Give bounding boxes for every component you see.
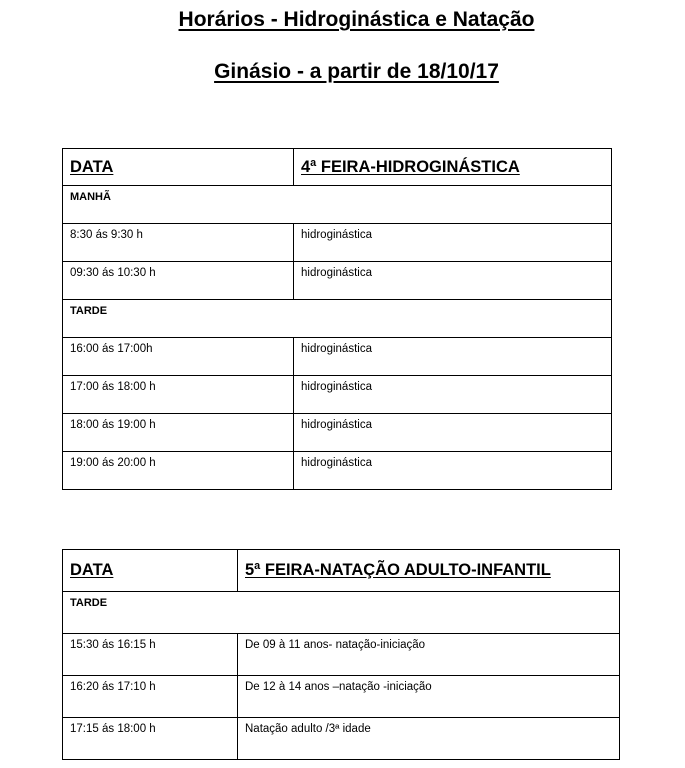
document-subtitle: Ginásio - a partir de 18/10/17 xyxy=(214,60,499,83)
time-text: 15:30 ás 16:15 h xyxy=(70,639,156,651)
activity-text: hidroginástica xyxy=(301,267,372,279)
schedule-table-hidroginastica xyxy=(62,148,612,490)
time-cell xyxy=(63,676,238,718)
time-cell xyxy=(63,414,294,452)
activity-cell xyxy=(294,414,612,452)
table-row xyxy=(63,224,612,262)
activity-cell xyxy=(294,452,612,490)
time-text: 19:00 ás 20:00 h xyxy=(70,457,156,469)
activity-cell xyxy=(238,634,620,676)
column-header-day: 4ª FEIRA-HIDROGINÁSTICA xyxy=(294,149,612,186)
activity-text: Natação adulto /3ª idade xyxy=(245,723,371,735)
table-row xyxy=(63,262,612,300)
table-row xyxy=(63,634,620,676)
column-header-data: DATA xyxy=(63,550,238,592)
activity-text: hidroginástica xyxy=(301,343,372,355)
activity-cell xyxy=(294,338,612,376)
time-text: 16:00 ás 17:00h xyxy=(70,343,153,355)
activity-text: hidroginástica xyxy=(301,381,372,393)
activity-text: hidroginástica xyxy=(301,457,372,469)
time-text: 16:20 ás 17:10 h xyxy=(70,681,156,693)
time-cell xyxy=(63,634,238,676)
section-label-manha xyxy=(63,186,612,224)
time-text: 8:30 ás 9:30 h xyxy=(70,229,143,241)
activity-cell xyxy=(294,224,612,262)
section-label-text: TARDE xyxy=(70,305,108,317)
time-cell xyxy=(63,224,294,262)
document-title: Horários - Hidroginástica e Natação xyxy=(178,8,535,31)
activity-cell xyxy=(238,718,620,760)
column-header-data: DATA xyxy=(63,149,294,186)
time-text: 17:15 ás 18:00 h xyxy=(70,723,156,735)
activity-text: De 12 à 14 anos –natação -iniciação xyxy=(245,681,432,693)
time-cell xyxy=(63,338,294,376)
activity-cell xyxy=(238,676,620,718)
section-row xyxy=(63,592,620,634)
time-text: 18:00 ás 19:00 h xyxy=(70,419,156,431)
activity-cell xyxy=(294,376,612,414)
activity-text: hidroginástica xyxy=(301,419,372,431)
schedule-table-natacao xyxy=(62,549,620,760)
table-row xyxy=(63,718,620,760)
section-label-text: MANHÃ xyxy=(70,191,111,203)
table-row xyxy=(63,676,620,718)
table-row xyxy=(63,452,612,490)
section-row xyxy=(63,300,612,338)
table-row xyxy=(63,376,612,414)
table-row xyxy=(63,338,612,376)
time-cell xyxy=(63,262,294,300)
activity-text: De 09 à 11 anos- natação-iniciação xyxy=(245,639,426,651)
time-cell xyxy=(63,376,294,414)
section-row xyxy=(63,186,612,224)
activity-text: hidroginástica xyxy=(301,229,372,241)
time-cell xyxy=(63,718,238,760)
table-row xyxy=(63,414,612,452)
column-header-day: 5ª FEIRA-NATAÇÃO ADULTO-INFANTIL xyxy=(238,550,620,592)
activity-cell xyxy=(294,262,612,300)
section-label-text: TARDE xyxy=(70,597,108,609)
section-label-tarde xyxy=(63,592,620,634)
section-label-tarde xyxy=(63,300,612,338)
time-text: 09:30 ás 10:30 h xyxy=(70,267,156,279)
time-text: 17:00 ás 18:00 h xyxy=(70,381,156,393)
table-header-row xyxy=(63,149,612,186)
table-header-row xyxy=(63,550,620,592)
time-cell xyxy=(63,452,294,490)
